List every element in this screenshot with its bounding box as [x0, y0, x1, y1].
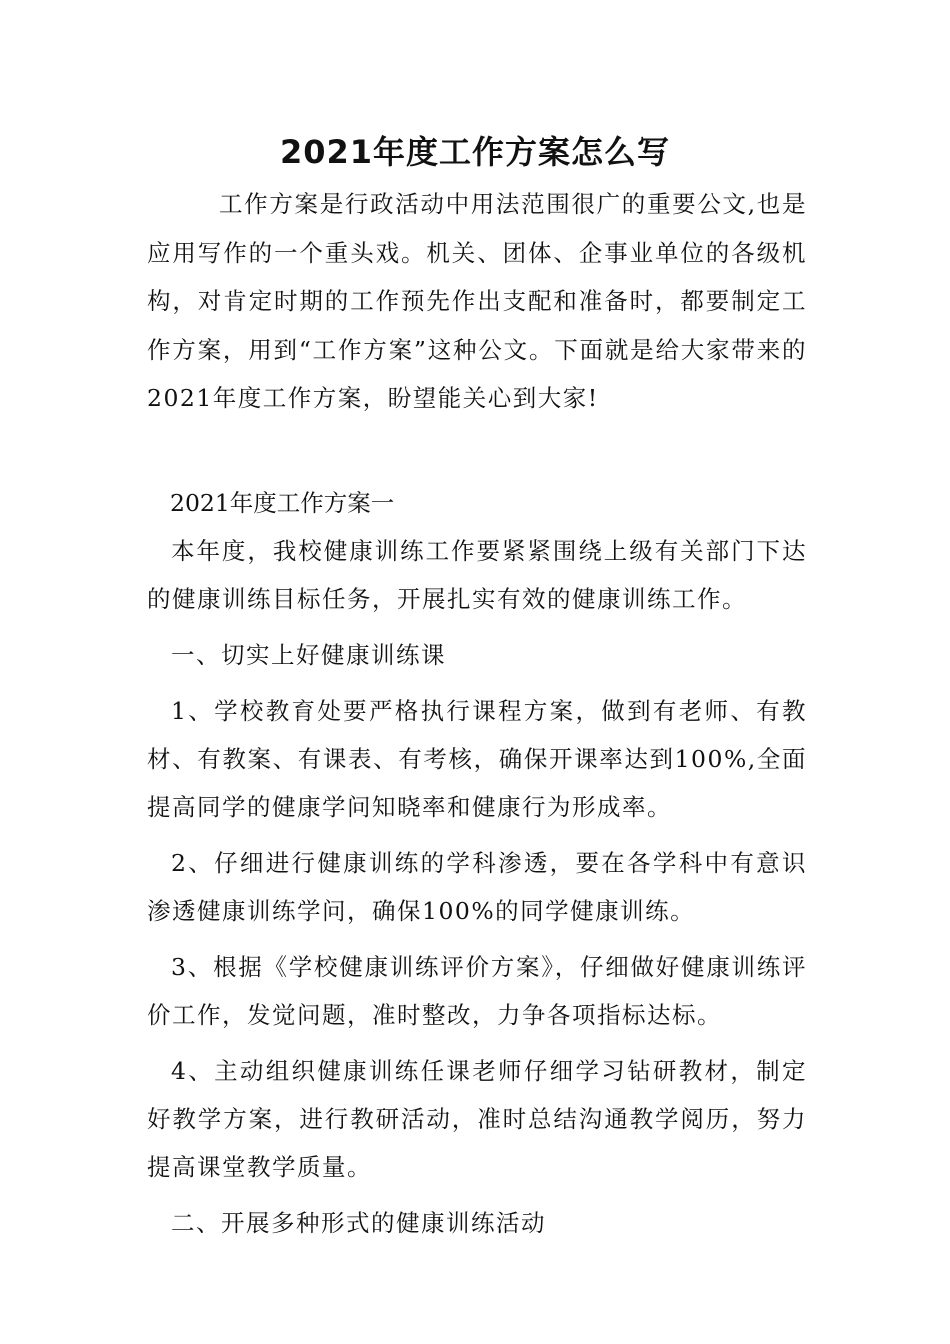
paragraph: 3、根据《学校健康训练评价方案》，仔细做好健康训练评价工作，发觉问题，准时整改，力争各项指标达标。 [147, 953, 807, 1029]
subheading: 二、开展多种形式的健康训练活动 [171, 1209, 546, 1237]
paragraph: 1、学校教育处要严格执行课程方案，做到有老师、有教材、有教案、有课表、有考核，确保开课率达到100%,全面提高同学的健康学问知晓率和健康行为形成率。 [147, 697, 807, 821]
paragraph: 2、仔细进行健康训练的学科渗透，要在各学科中有意识渗透健康训练学问，确保100%的同学健康训练。 [147, 849, 807, 925]
section-body [147, 527, 807, 1255]
intro-paragraph: 工作方案是行政活动中用法范围很广的重要公文,也是应用写作的一个重头戏。机关、团体、企事业单位的各级机构，对肯定时期的工作预先作出支配和准备时，都要制定工作方案，用到“工作方案”这种公文。下面就是给大家带来的2021年度工作方案，盼望能关心到大家! [147, 190, 807, 412]
paragraph: 本年度，我校健康训练工作要紧紧围绕上级有关部门下达的健康训练目标任务，开展扎实有效的健康训练工作。 [147, 537, 807, 613]
paragraph: 4、主动组织健康训练任课老师仔细学习钻研教材，制定好教学方案，进行教研活动，准时总结沟通教学阅历，努力提高课堂教学质量。 [147, 1057, 807, 1181]
document-title: 2021年度工作方案怎么写 [279, 133, 671, 171]
section-heading: 2021年度工作方案一 [170, 489, 395, 517]
subheading: 一、切实上好健康训练课 [171, 641, 446, 669]
